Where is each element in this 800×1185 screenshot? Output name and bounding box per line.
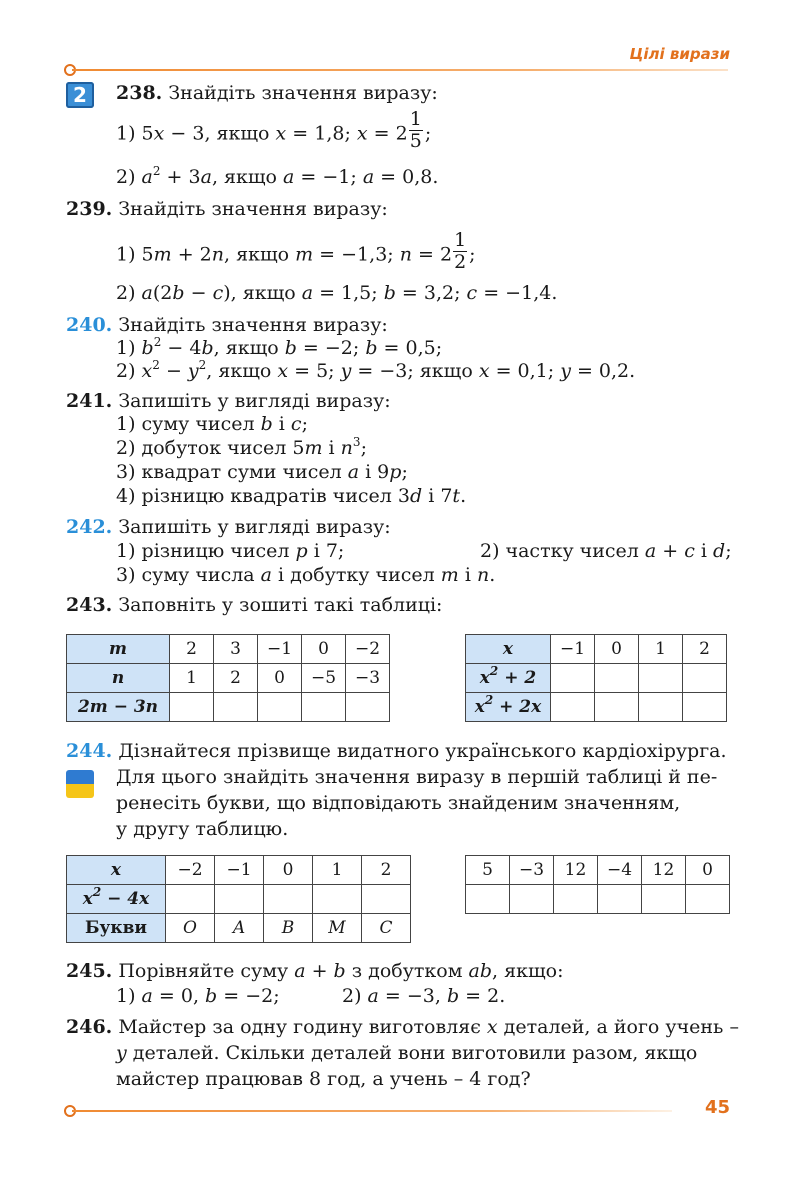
problem-text: Знайдіть значення виразу:	[168, 82, 438, 104]
problem-number: 245.	[66, 960, 113, 982]
fraction: $\frac{1}{5}$	[409, 108, 422, 152]
problem-244-line-3: ренесіть букви, що відповідають знайденим значенням,	[116, 792, 681, 814]
table-row: Букви О А В М С	[67, 914, 411, 943]
ukraine-flag-icon	[66, 770, 94, 798]
table-row: 2m − 3n	[67, 693, 390, 722]
problem-245-item-1: 1) a = 0, b = −2;	[116, 985, 280, 1007]
problem-number: 242.	[66, 516, 113, 538]
problem-238-item-1: 1) 5x − 3, якщо x = 1,8; x = 2 $\frac{1}{5}$ ;	[116, 108, 432, 152]
problem-241-item-2: 2) добуток чисел 5m і $n^3$;	[116, 435, 367, 459]
table-row: x −1 0 1 2	[466, 635, 727, 664]
table-row: x −2 −1 0 1 2	[67, 856, 411, 885]
problem-number: 241.	[66, 390, 113, 412]
problem-text: Дізнайтеся прізвище видатного українського кардіохірурга.	[118, 740, 727, 762]
problem-number: 243.	[66, 594, 113, 616]
problem-245-item-2: 2) a = −3, b = 2.	[342, 985, 506, 1007]
problem-text: Запишіть у вигляді виразу:	[118, 516, 391, 538]
problem-number: 238.	[116, 82, 163, 104]
problem-240-item-1: 1) $b^2 - 4b$, якщо b = −2; b = 0,5;	[116, 335, 443, 359]
problem-241-item-4: 4) різницю квадратів чисел 3d і 7t.	[116, 485, 467, 507]
table-row: m 2 3 −1 0 −2	[67, 635, 390, 664]
problem-243-title	[66, 594, 442, 616]
top-rule	[72, 69, 728, 71]
problem-242-item-1: 1) різницю чисел p і 7;	[116, 540, 345, 562]
table-row: $x^2 - 4x$	[67, 885, 411, 914]
level-badge-icon: 2	[66, 82, 94, 108]
problem-242-item-2: 2) частку чисел a + c і d;	[480, 540, 732, 562]
problem-number: 240.	[66, 314, 113, 336]
problem-245-title: 245. Порівняйте суму a + b з добутком ab, якщо:	[66, 960, 564, 982]
problem-246-line-3: майстер працював 8 год, а учень – 4 год?	[116, 1068, 531, 1090]
table-row: n 1 2 0 −5 −3	[67, 664, 390, 693]
table-243-m-n	[66, 634, 390, 722]
page-number: 45	[704, 1097, 730, 1118]
table-244-answers	[465, 855, 730, 914]
problem-text: Знайдіть значення виразу:	[118, 314, 388, 336]
problem-239-item-1: 1) 5m + 2n, якщо m = −1,3; n = 2 $\frac{1}{2}$ ;	[116, 229, 476, 273]
problem-text: Запишіть у вигляді виразу:	[118, 390, 391, 412]
problem-number: 244.	[66, 740, 113, 762]
problem-242-title	[66, 516, 391, 538]
table-row: 5 −3 12 −4 12 0	[466, 856, 730, 885]
problem-240-title	[66, 314, 388, 336]
problem-244-line-2: Для цього знайдіть значення виразу в першій таблиці й пе-	[116, 766, 718, 788]
problem-text: Знайдіть значення виразу:	[118, 198, 388, 220]
problem-241-item-1: 1) суму чисел b і c;	[116, 413, 308, 435]
section-title: Цілі вирази	[629, 45, 730, 63]
problem-241-item-3: 3) квадрат суми чисел a і 9p;	[116, 461, 408, 483]
problem-241-title	[66, 390, 391, 412]
problem-246-title: 246. Майстер за одну годину виготовляє x деталей, а його учень –	[66, 1016, 739, 1038]
problem-242-item-3: 3) суму числа a і добутку чисел m і n.	[116, 564, 496, 586]
table-row: $x^2 + 2x$	[466, 693, 727, 722]
table-row	[466, 885, 730, 914]
problem-239-item-2: 2) a(2b − c), якщо a = 1,5; b = 3,2; c = −1,4.	[116, 282, 558, 304]
problem-number: 246.	[66, 1016, 113, 1038]
table-244-values	[66, 855, 411, 943]
problem-244-title	[66, 740, 727, 762]
problem-239-title	[66, 198, 388, 220]
problem-text: Заповніть у зошиті такі таблиці:	[118, 594, 443, 616]
problem-244-line-4: у другу таблицю.	[116, 818, 289, 840]
problem-number: 239.	[66, 198, 113, 220]
table-row: $x^2 + 2$	[466, 664, 727, 693]
problem-246-line-2: y деталей. Скільки деталей вони виготовили разом, якщо	[116, 1042, 698, 1064]
problem-240-item-2: 2) $x^2 - y^2$, якщо x = 5; y = −3; якщо x = 0,1; y = 0,2.	[116, 358, 636, 382]
table-243-x	[465, 634, 727, 722]
problem-238-item-2: 2) $a^2 + 3a$, якщо a = −1; a = 0,8.	[116, 164, 439, 188]
problem-238-title	[116, 82, 438, 104]
bottom-rule	[72, 1110, 672, 1112]
fraction: $\frac{1}{2}$	[454, 229, 467, 273]
